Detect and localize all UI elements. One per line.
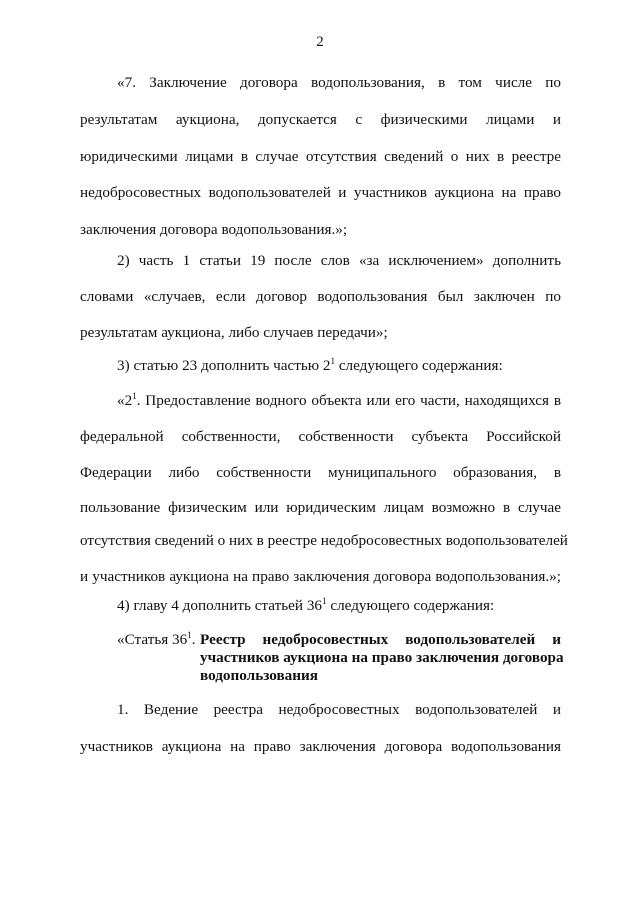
- text-line: отсутствия сведений о них в реестре недобросовестных водопользователей: [80, 532, 568, 549]
- text-line: результатам аукциона, либо случаев передачи»;: [80, 324, 388, 341]
- text-line: 2) часть 1 статьи 19 после слов «за исключением» дополнить: [117, 252, 561, 269]
- text-line: участников аукциона на право заключения договора водопользования: [80, 738, 561, 755]
- text-line: пользование физическим или юридическим лицам возможно в случае: [80, 499, 561, 516]
- text-line: «$2^1$. Предоставление водного объекта или его части, находящихся в: [117, 391, 561, 409]
- text-line: словами «случаев, если договор водопользования был заключен по: [80, 288, 561, 305]
- text-line: заключения договора водопользования.»;: [80, 221, 348, 238]
- text-line: юридическими лицами в случае отсутствия сведений о них в реестре: [80, 148, 561, 165]
- text-line: 4) главу 4 дополнить статьей $36^1$ следующего содержания:: [117, 596, 495, 614]
- text-line: Федерации либо собственности муниципального образования, в: [80, 464, 561, 481]
- text-line: 3) статью 23 дополнить частью $2^1$ следующего содержания:: [117, 356, 503, 374]
- page-number: 2: [316, 34, 324, 50]
- text-line: недобросовестных водопользователей и участников аукциона на право: [80, 184, 561, 201]
- text-line: «7. Заключение договора водопользования, в том числе по: [117, 74, 561, 91]
- article-title: Реестр недобросовестных водопользователей и участников аукциона на право заключения договора водопользования: [200, 631, 564, 684]
- text-line: и участников аукциона на право заключения договора водопользования.»;: [80, 568, 561, 585]
- text-line: федеральной собственности, собственности субъекта Российской: [80, 428, 561, 445]
- article-label: «Статья $36^1$.: [117, 630, 196, 648]
- text-line: 1. Ведение реестра недобросовестных водопользователей и: [117, 701, 561, 718]
- text-line: результатам аукциона, допускается с физическими лицами и: [80, 111, 561, 128]
